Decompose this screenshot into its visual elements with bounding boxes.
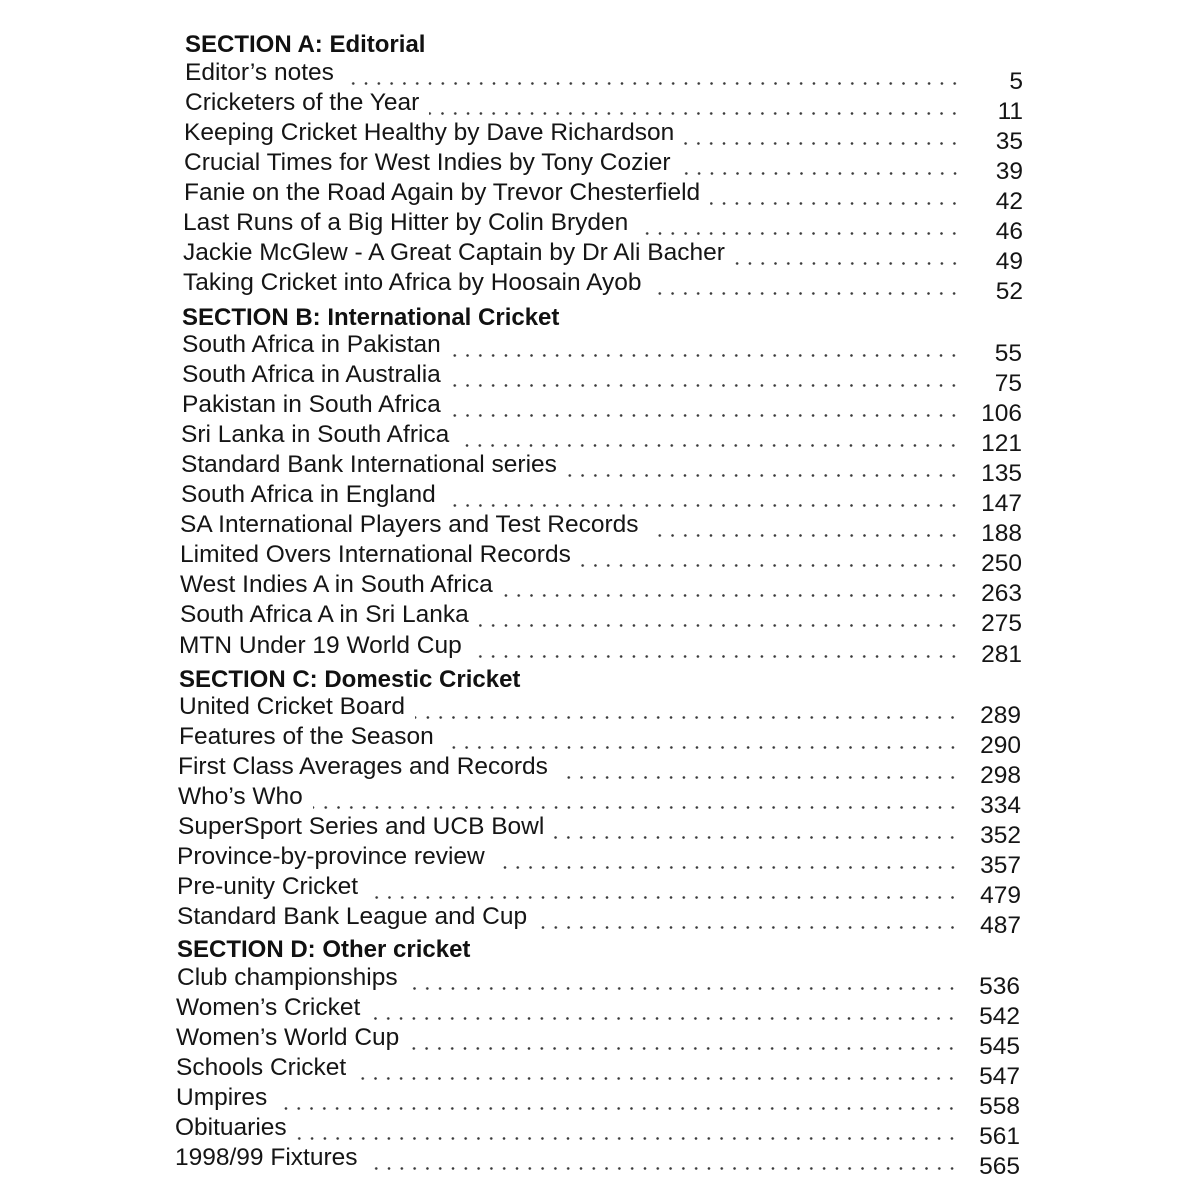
page-number: 49 xyxy=(995,248,1023,275)
toc-entry[interactable] xyxy=(177,902,1021,939)
dot-leader xyxy=(651,277,961,307)
page-number: 545 xyxy=(979,1033,1020,1060)
toc-entry[interactable] xyxy=(178,752,1021,789)
section-heading: SECTION D: Other cricket xyxy=(177,936,471,963)
toc-entry[interactable] xyxy=(180,600,1022,637)
entry-title: Limited Overs International Records xyxy=(180,541,571,568)
toc-entry[interactable] xyxy=(175,1113,1020,1150)
toc-entry[interactable] xyxy=(182,360,1022,397)
toc-entry[interactable] xyxy=(177,872,1021,909)
page-number: 135 xyxy=(981,460,1022,487)
page-number: 357 xyxy=(980,852,1021,879)
entry-title: Features of the Season xyxy=(179,723,434,750)
toc-entry[interactable] xyxy=(178,812,1021,849)
entry-title: Who’s Who xyxy=(178,783,303,810)
page-number: 106 xyxy=(981,400,1022,427)
entry-title: Sri Lanka in South Africa xyxy=(181,421,450,448)
page-number: 46 xyxy=(995,218,1023,245)
entry-title: Taking Cricket into Africa by Hoosain Ayob xyxy=(183,269,642,296)
page-number: 263 xyxy=(981,580,1022,607)
page-number: 281 xyxy=(981,641,1022,668)
dot-leader xyxy=(368,1152,959,1182)
toc-entry[interactable] xyxy=(177,842,1021,879)
toc-entry[interactable] xyxy=(179,722,1021,759)
toc-entry[interactable] xyxy=(179,631,1022,668)
toc-entry[interactable] xyxy=(176,1083,1020,1120)
entry-title: Pakistan in South Africa xyxy=(182,391,441,418)
page-number: 35 xyxy=(995,128,1023,155)
entry-title: First Class Averages and Records xyxy=(178,753,548,780)
page-number: 42 xyxy=(995,188,1023,215)
toc-entry[interactable] xyxy=(176,1053,1020,1090)
entry-title: Cricketers of the Year xyxy=(185,89,420,116)
entry-title: South Africa in Pakistan xyxy=(182,331,441,358)
page-number: 275 xyxy=(981,610,1022,637)
section-heading: SECTION A: Editorial xyxy=(185,31,426,58)
entry-title: SA International Players and Test Records xyxy=(180,511,639,538)
toc-entry[interactable] xyxy=(176,993,1020,1030)
page-number: 352 xyxy=(980,822,1021,849)
section-heading: SECTION B: International Cricket xyxy=(182,304,560,331)
page-number: 334 xyxy=(980,792,1021,819)
toc-entry[interactable] xyxy=(178,782,1021,819)
entry-title: West Indies A in South Africa xyxy=(180,571,493,598)
page-number: 479 xyxy=(980,882,1021,909)
toc-entry[interactable] xyxy=(185,88,1023,125)
toc-entry[interactable] xyxy=(176,1023,1020,1060)
dot-leader xyxy=(472,640,960,670)
toc-entry[interactable] xyxy=(177,963,1020,1000)
page-number: 55 xyxy=(994,340,1022,367)
entry-title: Last Runs of a Big Hitter by Colin Bryden xyxy=(183,209,629,236)
entry-title: Standard Bank League and Cup xyxy=(177,903,528,930)
page-number: 487 xyxy=(980,912,1021,939)
entry-title: Editor’s notes xyxy=(185,59,334,86)
page-number: 542 xyxy=(979,1003,1020,1030)
entry-title: Schools Cricket xyxy=(176,1054,347,1081)
entry-title: 1998/99 Fixtures xyxy=(175,1144,358,1171)
page-number: 5 xyxy=(1009,68,1023,95)
entry-title: Umpires xyxy=(176,1084,268,1111)
page-number: 75 xyxy=(994,370,1022,397)
page-number: 52 xyxy=(995,278,1023,305)
toc-entry[interactable] xyxy=(179,692,1021,729)
toc-entry[interactable] xyxy=(182,330,1022,367)
toc-entry[interactable] xyxy=(175,1143,1020,1180)
toc-entry[interactable] xyxy=(184,178,1023,215)
entry-title: Crucial Times for West Indies by Tony Cozier xyxy=(184,149,671,176)
page-number: 536 xyxy=(979,973,1020,1000)
entry-title: SuperSport Series and UCB Bowl xyxy=(178,813,545,840)
toc-entry[interactable] xyxy=(180,570,1022,607)
page-number: 558 xyxy=(979,1093,1020,1120)
page-number: 561 xyxy=(979,1123,1020,1150)
page-number: 565 xyxy=(979,1153,1020,1180)
entry-title: Standard Bank International series xyxy=(181,451,557,478)
page-number: 290 xyxy=(980,732,1021,759)
page-number: 250 xyxy=(981,550,1022,577)
entry-title: United Cricket Board xyxy=(179,693,406,720)
toc-entry[interactable] xyxy=(183,238,1023,275)
entry-title: South Africa in England xyxy=(181,481,436,508)
entry-title: Jackie McGlew - A Great Captain by Dr Ali Bacher xyxy=(183,239,725,266)
toc-entry[interactable] xyxy=(180,510,1022,547)
toc-entry[interactable] xyxy=(181,480,1022,517)
toc-entry[interactable] xyxy=(180,540,1022,577)
page-number: 298 xyxy=(980,762,1021,789)
entry-title: Pre-unity Cricket xyxy=(177,873,359,900)
entry-title: Women’s Cricket xyxy=(176,994,361,1021)
entry-title: Women’s World Cup xyxy=(176,1024,400,1051)
entry-title: Fanie on the Road Again by Trevor Chesterfield xyxy=(184,179,701,206)
toc-entry[interactable] xyxy=(184,148,1023,185)
entry-title: Obituaries xyxy=(175,1114,287,1141)
toc-entry[interactable] xyxy=(183,268,1023,305)
page-number: 188 xyxy=(981,520,1022,547)
toc-entry[interactable] xyxy=(185,58,1023,95)
toc-entry[interactable] xyxy=(184,118,1023,155)
toc-entry[interactable] xyxy=(181,450,1022,487)
entry-title: South Africa in Australia xyxy=(182,361,441,388)
toc-entry[interactable] xyxy=(182,390,1022,427)
entry-title: South Africa A in Sri Lanka xyxy=(180,601,469,628)
entry-title: Club championships xyxy=(177,964,398,991)
page-number: 11 xyxy=(997,98,1023,125)
page-number: 147 xyxy=(981,490,1022,517)
section-heading: SECTION C: Domestic Cricket xyxy=(179,666,521,693)
entry-title: Keeping Cricket Healthy by Dave Richardson xyxy=(184,119,675,146)
page-number: 289 xyxy=(980,702,1021,729)
page-number: 547 xyxy=(979,1063,1020,1090)
page-number: 121 xyxy=(981,430,1022,457)
toc-entry[interactable] xyxy=(181,420,1022,457)
page-number: 39 xyxy=(995,158,1023,185)
toc-entry[interactable] xyxy=(183,208,1023,245)
entry-title: MTN Under 19 World Cup xyxy=(179,632,462,659)
entry-title: Province-by-province review xyxy=(177,843,485,870)
dot-leader xyxy=(537,911,959,941)
